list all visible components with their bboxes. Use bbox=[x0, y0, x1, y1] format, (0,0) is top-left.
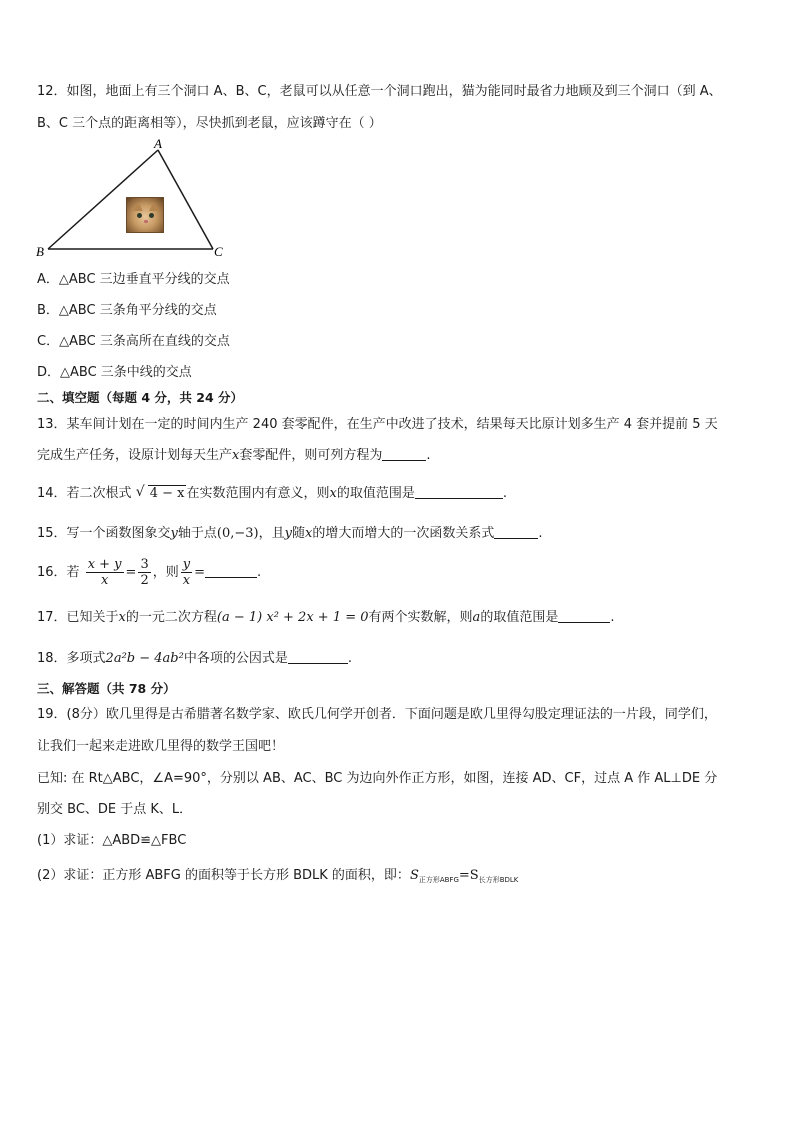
q15-var-y: y bbox=[170, 526, 178, 541]
q14-answer-blank[interactable] bbox=[415, 484, 503, 499]
section-2-title: 二、填空题（每题 4 分，共 24 分） bbox=[37, 390, 244, 405]
q13-text-a: 完成生产任务，设原计划每天生产 bbox=[37, 448, 233, 463]
q19-sub1: 正方形ABFG bbox=[418, 876, 459, 884]
q15-text-e: 的增大而增大的一次函数关系式 bbox=[312, 526, 495, 541]
q16-frac-2-den: 2 bbox=[140, 573, 149, 588]
q17-text-c: 有两个实数解，则 bbox=[368, 610, 473, 625]
q12-line2: B、C 三个点的距离相等），尽快抓到老鼠，应该蹲守在（ ） bbox=[37, 116, 382, 131]
side-ac bbox=[158, 150, 213, 249]
q16-eq-1: = bbox=[125, 565, 137, 580]
q12-option-b: B．△ABC 三条角平分线的交点 bbox=[37, 303, 217, 318]
q15-answer-blank[interactable] bbox=[494, 524, 538, 539]
cat-image bbox=[126, 197, 164, 233]
q19-eq: = bbox=[458, 868, 470, 883]
q16-frac-1-num: x + y bbox=[87, 557, 122, 572]
q18-polynomial: 2a²b − 4ab² bbox=[105, 651, 184, 666]
q17-equation: (a − 1) x² + 2x + 1 = 0 bbox=[216, 610, 369, 625]
q19-part2 bbox=[37, 867, 518, 889]
q14-radicand: 4 − x bbox=[149, 486, 185, 501]
q17-var-a: a bbox=[472, 610, 481, 625]
q13-line2 bbox=[37, 446, 431, 465]
q13-var-x: x bbox=[232, 448, 240, 463]
q17-answer-blank[interactable] bbox=[558, 608, 610, 623]
q16-text-a: 16．若 bbox=[37, 565, 80, 580]
q16-frac-3-den: x bbox=[182, 573, 191, 588]
q13-text-b: 套零配件，则可列方程为 bbox=[239, 448, 383, 463]
q16-frac-2 bbox=[138, 557, 150, 588]
q18-text-b: 中各项的公因式是 bbox=[183, 651, 288, 666]
q16-eq-2: = bbox=[194, 565, 205, 580]
q12-option-a: A．△ABC 三边垂直平分线的交点 bbox=[37, 272, 230, 287]
q19-s1: S bbox=[409, 868, 419, 883]
q16-frac-1 bbox=[86, 557, 124, 588]
label-b: B bbox=[36, 244, 44, 259]
q17-text-a: 17．已知关于 bbox=[37, 610, 119, 625]
q19-line4: 别交 BC、DE 于点 K、L． bbox=[37, 802, 193, 817]
q13-answer-blank[interactable] bbox=[382, 446, 426, 461]
q16-text-b: ，则 bbox=[152, 565, 179, 580]
q14-text-a: 14．若二次根式 bbox=[37, 486, 132, 501]
q19-s2: S bbox=[469, 868, 479, 883]
q13-end: . bbox=[426, 448, 431, 463]
q17-var-x: x bbox=[118, 610, 126, 625]
q17-text-d: 的取值范围是 bbox=[480, 610, 559, 625]
q15-text-b: 轴于点 bbox=[177, 526, 217, 541]
q13-line1: 13．某车间计划在一定的时间内生产 240 套零配件，在生产中改进了技术，结果每天比原计划多生产 4 套并提前 5 天 bbox=[37, 417, 718, 432]
q16-line bbox=[37, 556, 261, 590]
q14-text-b: 在实数范围内有意义，则 bbox=[186, 486, 330, 501]
q18-answer-blank[interactable] bbox=[288, 649, 348, 664]
q15-var-y2: y bbox=[284, 526, 293, 541]
q18-end: . bbox=[347, 651, 352, 666]
q16-frac-3-num: y bbox=[182, 557, 191, 572]
q15-text-d: 随 bbox=[292, 526, 306, 541]
q15-point: (0,−3) bbox=[216, 526, 259, 541]
q12-option-d: D．△ABC 三条中线的交点 bbox=[37, 365, 192, 380]
q19-line2: 让我们一起来走进欧几里得的数学王国吧！ bbox=[37, 739, 285, 754]
section-3-title: 三、解答题（共 78 分） bbox=[37, 681, 176, 696]
q15-var-x: x bbox=[305, 526, 313, 541]
q14-var-x: x bbox=[329, 486, 337, 501]
q19-sub2: 长方形BDLK bbox=[478, 876, 519, 884]
q14-text-c: 的取值范围是 bbox=[336, 486, 415, 501]
q15-text-c: ，且 bbox=[258, 526, 285, 541]
q17-line bbox=[37, 608, 614, 627]
q16-answer-blank[interactable] bbox=[205, 563, 257, 578]
q12-option-c: C．△ABC 三条高所在直线的交点 bbox=[37, 334, 230, 349]
q15-end: . bbox=[538, 526, 543, 541]
q17-end: . bbox=[610, 610, 615, 625]
q18-line bbox=[37, 649, 352, 668]
q14-sqrt: √ 4 − x bbox=[135, 484, 185, 501]
label-c: C bbox=[214, 244, 223, 259]
q16-end: . bbox=[257, 565, 262, 580]
q16-frac-1-den: x bbox=[100, 573, 109, 588]
q14-line bbox=[37, 484, 507, 503]
q12-line1: 12．如图，地面上有三个洞口 A、B、C，老鼠可以从任意一个洞口跑出，猫为能同时最省力地顾及到三个洞口（到 A、 bbox=[37, 84, 722, 99]
q19-part1: (1）求证：△ABD≌△FBC bbox=[37, 833, 187, 848]
label-a: A bbox=[154, 138, 162, 151]
q18-text-a: 18．多项式 bbox=[37, 651, 106, 666]
q19-line3: 已知: 在 Rt△ABC，∠A=90°，分别以 AB、AC、BC 为边向外作正方形，如图，连接 AD、CF，过点 A 作 AL⊥DE 分 bbox=[37, 771, 718, 786]
q14-end: . bbox=[502, 486, 507, 501]
q16-frac-2-num: 3 bbox=[140, 557, 149, 572]
q19-part2-text: (2）求证：正方形 ABFG 的面积等于长方形 BDLK 的面积，即： bbox=[37, 868, 410, 883]
q15-text-a: 15．写一个函数图象交 bbox=[37, 526, 171, 541]
q16-frac-3 bbox=[181, 557, 192, 588]
q19-line1: 19．(8分）欧几里得是古希腊著名数学家、欧氏几何学开创者．下面问题是欧几里得勾股定理证法的一片段，同学们， bbox=[37, 707, 717, 722]
q17-text-b: 的一元二次方程 bbox=[125, 610, 217, 625]
q15-line bbox=[37, 524, 543, 543]
